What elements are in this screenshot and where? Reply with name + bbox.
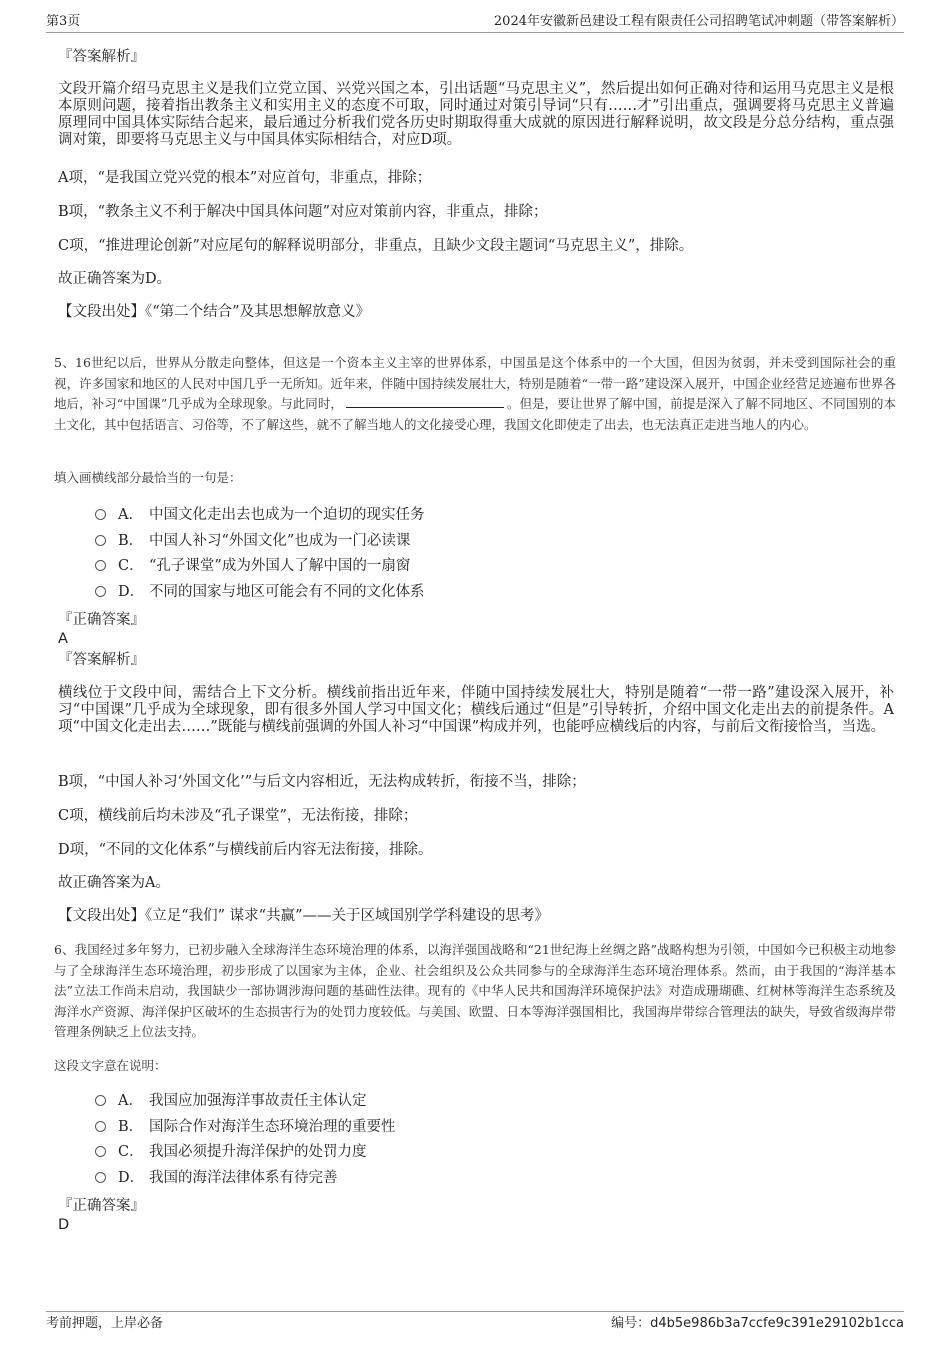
q5-blank [346,394,504,408]
q6-option-c[interactable] [95,1142,367,1162]
option-text: 中国人补习“外国文化”也成为一门必读课 [149,533,411,549]
q4-analysis-text: 文段开篇介绍马克思主义是我们立党立国、兴党兴国之本，引出话题“马克思主义”，然后提出如何正确对待和运用马克思主义是根本原则问题，接着指出教条主义和实用主义的态度不可取，同时通过对策引导词“只有……才”引出重点，强调要将马克思主义普遍原理同中国具体实际结合起来，最后通过分析我们党各历史时期取得重大成就的原因进行解释说明，故文段是分总分结构，重点强调对策，即要将马克思主义与中国具体实际相结合，对应D项。 [58,81,894,148]
page-number: 第3页 [46,14,81,29]
option-key: A． [118,507,143,523]
q5-text-after: 。但是，要让世界了解中国，前提是深入了解不同地区、不同国别的本土文化，其中包括语言、习俗等，不了解这些，就不了解当地人的文化接受心理，我国文化即使走了出去，也无法真正走进当地人的内心。 [54,396,896,432]
option-key: D． [118,1170,145,1186]
q6-option-d[interactable] [95,1168,338,1188]
q6-option-a[interactable] [95,1091,367,1111]
q4-option-a-explanation: A项，“是我国立党兴党的根本”对应首句，非重点，排除； [58,170,432,186]
q5-prompt: 填入画横线部分最恰当的一句是： [54,470,242,485]
q4-option-b-explanation: B项，“教条主义不利于解决中国具体问题”对应对策前内容，非重点，排除； [58,204,548,220]
option-text: 我国应加强海洋事故责任主体认定 [149,1093,367,1109]
q6-correct-label: 『正确答案』 [58,1198,145,1214]
q5-stem [54,353,896,435]
q5-option-b[interactable] [95,531,410,551]
option-key: A． [118,1093,143,1109]
radio-icon[interactable] [95,509,106,520]
document-title: 2024年安徽新邑建设工程有限责任公司招聘笔试冲刺题（带答案解析） [493,14,904,29]
q4-source: 【文段出处】《“第二个结合”及其思想解放意义》 [58,304,371,320]
radio-icon[interactable] [95,586,106,597]
q5-option-d[interactable] [95,582,425,602]
option-text: “孔子课堂”成为外国人了解中国的一扇窗 [149,558,411,574]
footer-slogan: 考前押题，上岸必备 [46,1316,164,1331]
page-footer [46,1311,904,1334]
option-key: C． [118,558,144,574]
option-key: D． [118,584,145,600]
q5-text-before: 16世纪以后，世界从分散走向整体，但这是一个资本主义主宰的世界体系，中国虽是这个体系中的一个大国，但因为贫弱，并未受到国际社会的重视，许多国家和地区的人民对中国几乎一无所知。近年来，伴随中国持续发展壮大，特别是随着“一带一路”建设深入展开，中国企业经营足迹遍布世界各地后，补习“中国课”几乎成为全球现象。与此同时， [54,355,896,411]
q5-correct-label: 『正确答案』 [58,612,145,628]
radio-icon[interactable] [95,1121,106,1132]
option-text: 我国必须提升海洋保护的处罚力度 [149,1144,367,1160]
option-text: 中国文化走出去也成为一个迫切的现实任务 [149,507,425,523]
q5-conclusion: 故正确答案为A。 [58,875,170,891]
q4-analysis-label: 『答案解析』 [58,49,145,65]
option-key: B． [118,533,144,549]
code-value: d4b5e986b3a7ccfe9c391e29102b1cca [650,1316,904,1331]
q6-stem [54,940,896,1043]
document-code [611,1315,904,1333]
q5-answer: A [58,631,68,647]
option-text: 不同的国家与地区可能会有不同的文化体系 [149,584,425,600]
q6-prompt: 这段文字意在说明： [54,1058,167,1073]
option-key: C． [118,1144,144,1160]
radio-icon[interactable] [95,1146,106,1157]
radio-icon[interactable] [95,560,106,571]
q5-option-c[interactable] [95,556,410,576]
q5-option-b-explanation: B项，“中国人补习‘外国文化’”与后文内容相近，无法构成转折，衔接不当，排除； [58,774,586,790]
q4-option-c-explanation: C项，“推进理论创新”对应尾句的解释说明部分，非重点，且缺少文段主题词“马克思主义”，排除。 [58,238,694,254]
q6-text: 我国经过多年努力，已初步融入全球海洋生态环境治理的体系，以海洋强国战略和“21世纪海上丝绸之路”战略构想为引领，中国如今已积极主动地参与了全球海洋生态环境治理，初步形成了以国家为主体，企业、社会组织及公众共同参与的全球海洋生态环境治理体系。然而，由于我国的“海洋基本法”立法工作尚未启动，我国缺少一部协调涉海问题的基础性法律。现有的《中华人民共和国海洋环境保护法》对造成珊瑚礁、红树林等海洋生态系统及海洋水产资源、海洋保护区破坏的生态损害行为的处罚力度较低。与美国、欧盟、日本等海洋强国相比，我国海岸带综合管理法的缺失，导致省级海岸带管理条例缺乏上位法支持。 [54,942,896,1039]
q5-analysis-label: 『答案解析』 [58,652,145,668]
q5-option-c-explanation: C项，横线前后均未涉及“孔子课堂”，无法衔接，排除； [58,808,418,824]
q6-answer: D [58,1217,70,1233]
radio-icon[interactable] [95,1172,106,1183]
option-key: B． [118,1119,144,1135]
q4-conclusion: 故正确答案为D。 [58,271,172,287]
q5-option-a[interactable] [95,505,425,525]
q5-number: 5、 [54,355,76,370]
radio-icon[interactable] [95,535,106,546]
radio-icon[interactable] [95,1095,106,1106]
option-text: 国际合作对海洋生态环境治理的重要性 [149,1119,396,1135]
q6-number: 6、 [54,942,75,957]
code-label: 编号： [611,1316,651,1331]
q6-option-b[interactable] [95,1117,396,1137]
page-header [46,14,904,33]
q5-source: 【文段出处】《立足“我们” 谋求“共赢”——关于区域国别学学科建设的思考》 [58,908,550,924]
option-text: 我国的海洋法律体系有待完善 [149,1170,338,1186]
q5-analysis-text: 横线位于文段中间，需结合上下文分析。横线前指出近年来，伴随中国持续发展壮大，特别是随着“一带一路”建设深入展开，补习“中国课”几乎成为全球现象，即有很多外国人学习中国文化；横线后通过“但是”引导转折，介绍中国文化走出去的前提条件。A项“中国文化走出去……”既能与横线前强调的外国人补习“中国课”构成并列，也能呼应横线后的内容，与前后文衔接恰当，当选。 [58,685,894,735]
q5-option-d-explanation: D项，“不同的文化体系”与横线前后内容无法衔接，排除。 [58,842,433,858]
